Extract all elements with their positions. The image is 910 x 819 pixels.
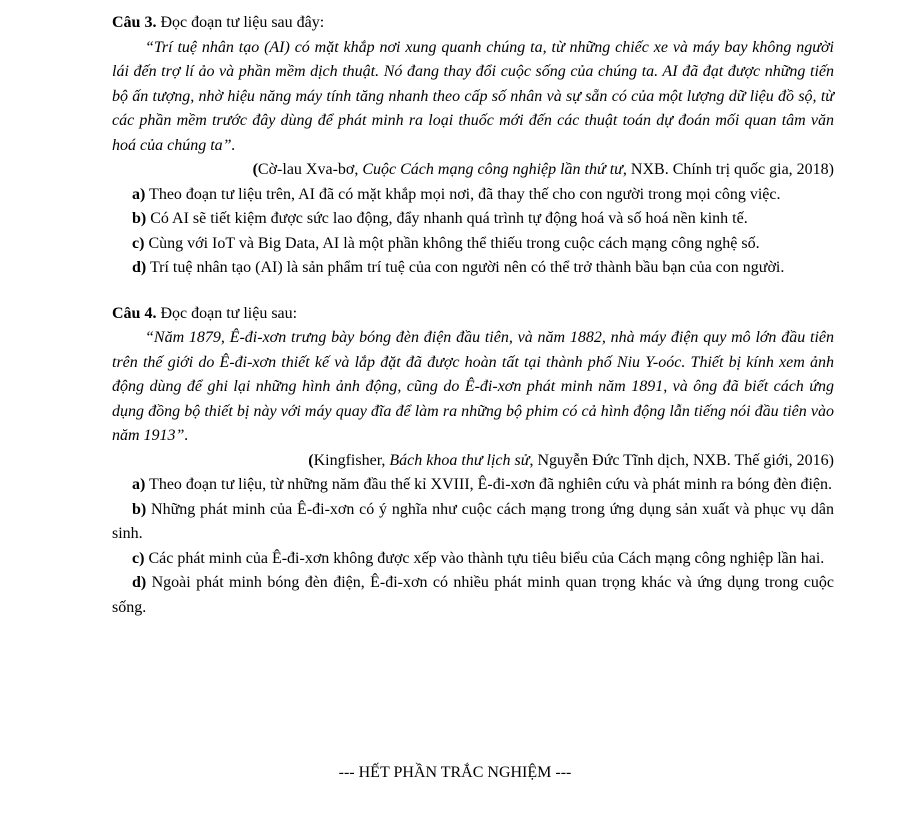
section-end-footer: --- HẾT PHẦN TRẮC NGHIỆM --- [338,764,572,781]
spacer [112,281,834,302]
question-4-option-d: d) Ngoài phát minh bóng đèn điện, Ê-đi-xơn có nhiều phát minh quan trọng khác và ứng dụng trong cuộc sống. [112,574,834,616]
question-3-option-d: d) Trí tuệ nhân tạo (AI) là sản phẩm trí tuệ của con người nên có thể trở thành bầu bạn của con người. [132,259,785,276]
question-3-quote: “Trí tuệ nhân tạo (AI) có mặt khắp nơi xung quanh chúng ta, từ những chiếc xe và máy bay không người lái đến trợ lí ảo và phần mềm dịch thuật. Nó đang thay đổi cuộc sống của chúng ta. AI đã đạt được những tiến bộ ấn tượng, nhờ hiệu năng máy tính tăng nhanh theo cấp số nhân và sự sẵn có của một lượng dữ liệu đồ sộ, từ các phần mềm trước đây dùng để phát minh ra loại thuốc mới đến các thuật toán dự đoán mối quan tâm văn hoá của chúng ta”. [112,38,834,154]
question-4-source: (Kingfisher, Bách khoa thư lịch sử, Nguyễn Đức Tĩnh dịch, NXB. Thế giới, 2016) [308,451,834,469]
question-3-intro: Đọc đoạn tư liệu sau đây: [156,14,325,31]
question-4-intro: Đọc đoạn tư liệu sau: [156,304,298,322]
question-3-option-b: b) Có AI sẽ tiết kiệm được sức lao động, đẩy nhanh quá trình tự động hoá và số hoá nền kinh tế. [132,210,748,227]
question-4-heading [112,302,834,327]
question-4-quote: “Năm 1879, Ê-đi-xơn trưng bày bóng đèn điện đầu tiên, và năm 1882, nhà máy điện quy mô lớn đầu tiên trên thế giới do Ê-đi-xơn thiết kế và lắp đặt đã được hoàn tất tại thành phố Niu Y-oóc. Thiết bị kính xem ảnh động dùng để ghi lại những hình ảnh động, cũng do Ê-đi-xơn phát minh năm 1891, và ông đã biết cách ứng dụng đồng bộ thiết bị này với máy quay đĩa để làm ra những bộ phim có cả hình động lẫn tiếng nói đầu tiên vào năm 1913”. [112,329,834,444]
question-4-option-b: b) Những phát minh của Ê-đi-xơn có ý nghĩa như cuộc cách mạng trong ứng dụng sản xuất và phục vụ dân sinh. [112,500,834,542]
question-3-source: (Cờ-lau Xva-bơ, Cuộc Cách mạng công nghiệp lần thứ tư, NXB. Chính trị quốc gia, 2018) [252,161,834,178]
question-4-source-book: Bách khoa thư lịch sử [389,451,530,469]
question-3-heading [112,11,834,36]
question-4-label: Câu 4. [112,304,157,322]
question-3 [112,11,834,281]
question-4-option-c: c) Các phát minh của Ê-đi-xơn không được xếp vào thành tựu tiêu biểu của Cách mạng công nghiệp lần hai. [132,549,825,567]
question-3-source-book: Cuộc Cách mạng công nghiệp lần thứ tư [362,161,623,178]
question-4 [112,302,834,621]
question-3-option-c: c) Cùng với IoT và Big Data, AI là một phần không thể thiếu trong cuộc cách mạng công nghệ số. [132,234,760,252]
question-3-label: Câu 3. [112,14,157,31]
question-3-option-a: a) Theo đoạn tư liệu trên, AI đã có mặt khắp mọi nơi, đã thay thế cho con người trong mọi công việc. [132,185,781,203]
question-4-option-a: a) Theo đoạn tư liệu, từ những năm đầu thế kỉ XVIII, Ê-đi-xơn đã nghiên cứu và phát minh ra bóng đèn điện. [132,476,833,493]
